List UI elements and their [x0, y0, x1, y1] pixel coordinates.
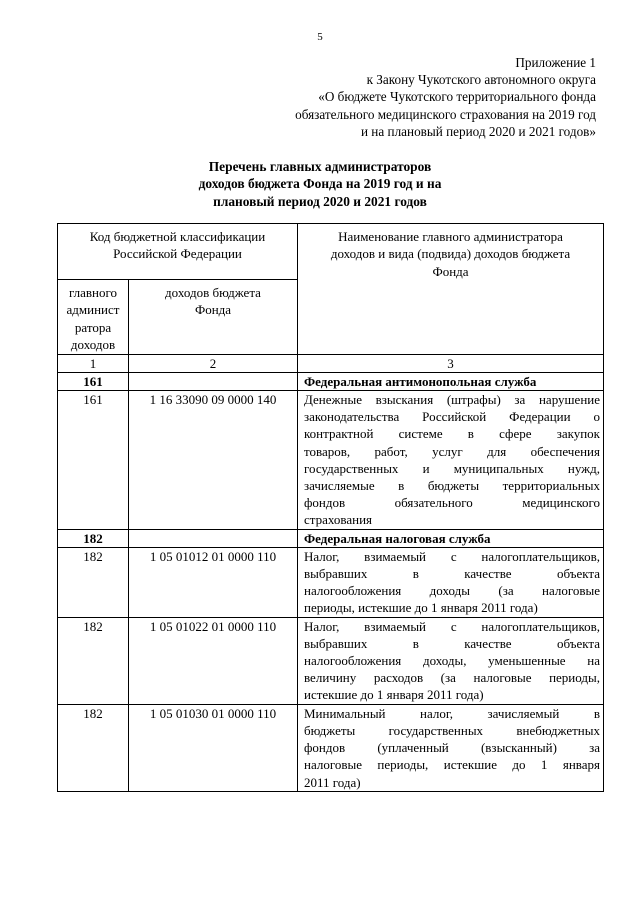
header-name [298, 224, 604, 355]
column-number: 1 [58, 354, 129, 372]
name-text-line: товаров, работ, услуг для обеспечения [304, 443, 600, 459]
header-admin [58, 280, 129, 355]
header-text-line: Наименование главного администратора [338, 229, 563, 244]
name-text-line: выбравших в качестве объекта [304, 566, 600, 582]
table-group-row [58, 372, 604, 390]
name-cell [298, 617, 604, 704]
appendix-line: Приложение 1 [515, 55, 596, 70]
name-cell [298, 372, 604, 390]
table-row [58, 617, 604, 704]
column-number: 2 [129, 354, 298, 372]
name-text-line: 2011 года) [304, 774, 361, 790]
income-code-cell: 1 05 01012 01 0000 110 [129, 547, 298, 617]
title-line: Перечень главных администраторов [208, 159, 432, 174]
name-text-line: налогообложения доходы, уменьшенные на [304, 653, 600, 669]
name-text-line: Федеральная антимонопольная служба [304, 373, 537, 389]
name-cell [298, 704, 604, 791]
header-text-line: доходов и вида (подвида) доходов бюджета [330, 246, 571, 262]
name-text-line: периоды, истекшие до 1 января 2011 года) [304, 600, 538, 616]
income-code-cell: 1 16 33090 09 0000 140 [129, 391, 298, 530]
table-group-row [58, 529, 604, 547]
table-row [58, 547, 604, 617]
header-text-line: ратора [74, 319, 112, 335]
name-text-line: зачисляемые в бюджеты территориальных [304, 478, 600, 494]
name-text-line: истекшие до 1 января 2011 года) [304, 687, 484, 703]
name-text-line: Денежные взыскания (штрафы) за нарушение [304, 392, 600, 408]
header-text-line: Фонда [432, 263, 469, 279]
appendix-line: и на плановый период 2020 и 2021 годов» [360, 123, 596, 139]
admin-code-cell: 161 [58, 372, 129, 390]
appendix-line: к Закону Чукотского автономного округа [366, 72, 596, 88]
name-cell [298, 391, 604, 530]
header-text-line: админист [66, 302, 120, 318]
admin-code-cell: 182 [58, 547, 129, 617]
appendix-line: «О бюджете Чукотского территориального фонда [318, 89, 596, 105]
income-code-cell [129, 372, 298, 390]
appendix-line: обязательного медицинского страхования на 2019 год [295, 106, 596, 122]
header-text-line: доходов [70, 337, 116, 353]
name-text-line: налогообложения доходы (за налоговые [304, 583, 600, 599]
name-text-line: фондов (уплаченный (взысканный) за [304, 740, 600, 756]
name-text-line: бюджеты государственных внебюджетных [304, 722, 600, 738]
page-number: 5 [317, 31, 323, 43]
admin-code-cell: 182 [58, 529, 129, 547]
table-row [58, 704, 604, 791]
income-code-cell: 1 05 01030 01 0000 110 [129, 704, 298, 791]
header-text-line: главного [68, 285, 118, 300]
column-number: 3 [298, 354, 604, 372]
name-text-line: величину расходов (за налоговые периоды, [304, 670, 600, 686]
name-text-line: законодательства Российской Федерации о [304, 409, 600, 425]
header-text-line: Российской Федерации [113, 246, 242, 262]
column-numbers-row [58, 354, 604, 372]
administrators-table [57, 223, 604, 792]
name-text-line: фондов обязательного медицинского [304, 495, 600, 511]
document-title [0, 158, 640, 210]
header-text-line: доходов бюджета [165, 285, 261, 300]
header-text-line: Фонда [194, 302, 232, 318]
name-text-line: Федеральная налоговая служба [304, 530, 491, 546]
title-line: плановый период 2020 и 2021 годов [213, 193, 427, 209]
income-code-cell [129, 529, 298, 547]
name-text-line: Налог, взимаемый с налогоплательщиков, [304, 548, 600, 564]
header-row-classification [58, 224, 604, 280]
table-row [58, 391, 604, 530]
name-text-line: Налог, взимаемый с налогоплательщиков, [304, 618, 600, 634]
name-text-line: государственных и муниципальных нужд, [304, 460, 600, 476]
name-cell [298, 547, 604, 617]
name-text-line: выбравших в качестве объекта [304, 635, 600, 651]
income-code-cell: 1 05 01022 01 0000 110 [129, 617, 298, 704]
header-text-line: Код бюджетной классификации [89, 229, 266, 244]
name-text-line: контрактной системе в сфере закупок [304, 426, 600, 442]
name-text-line: Минимальный налог, зачисляемый в [304, 705, 600, 721]
admin-code-cell: 161 [58, 391, 129, 530]
title-line: доходов бюджета Фонда на 2019 год и на [198, 176, 442, 192]
appendix-caption [216, 54, 596, 140]
header-classification [58, 224, 298, 280]
admin-code-cell: 182 [58, 704, 129, 791]
header-income [129, 280, 298, 355]
name-text-line: налоговые периоды, истекшие до 1 января [304, 757, 600, 773]
name-text-line: страхования [304, 512, 373, 528]
admin-code-cell: 182 [58, 617, 129, 704]
name-cell [298, 529, 604, 547]
